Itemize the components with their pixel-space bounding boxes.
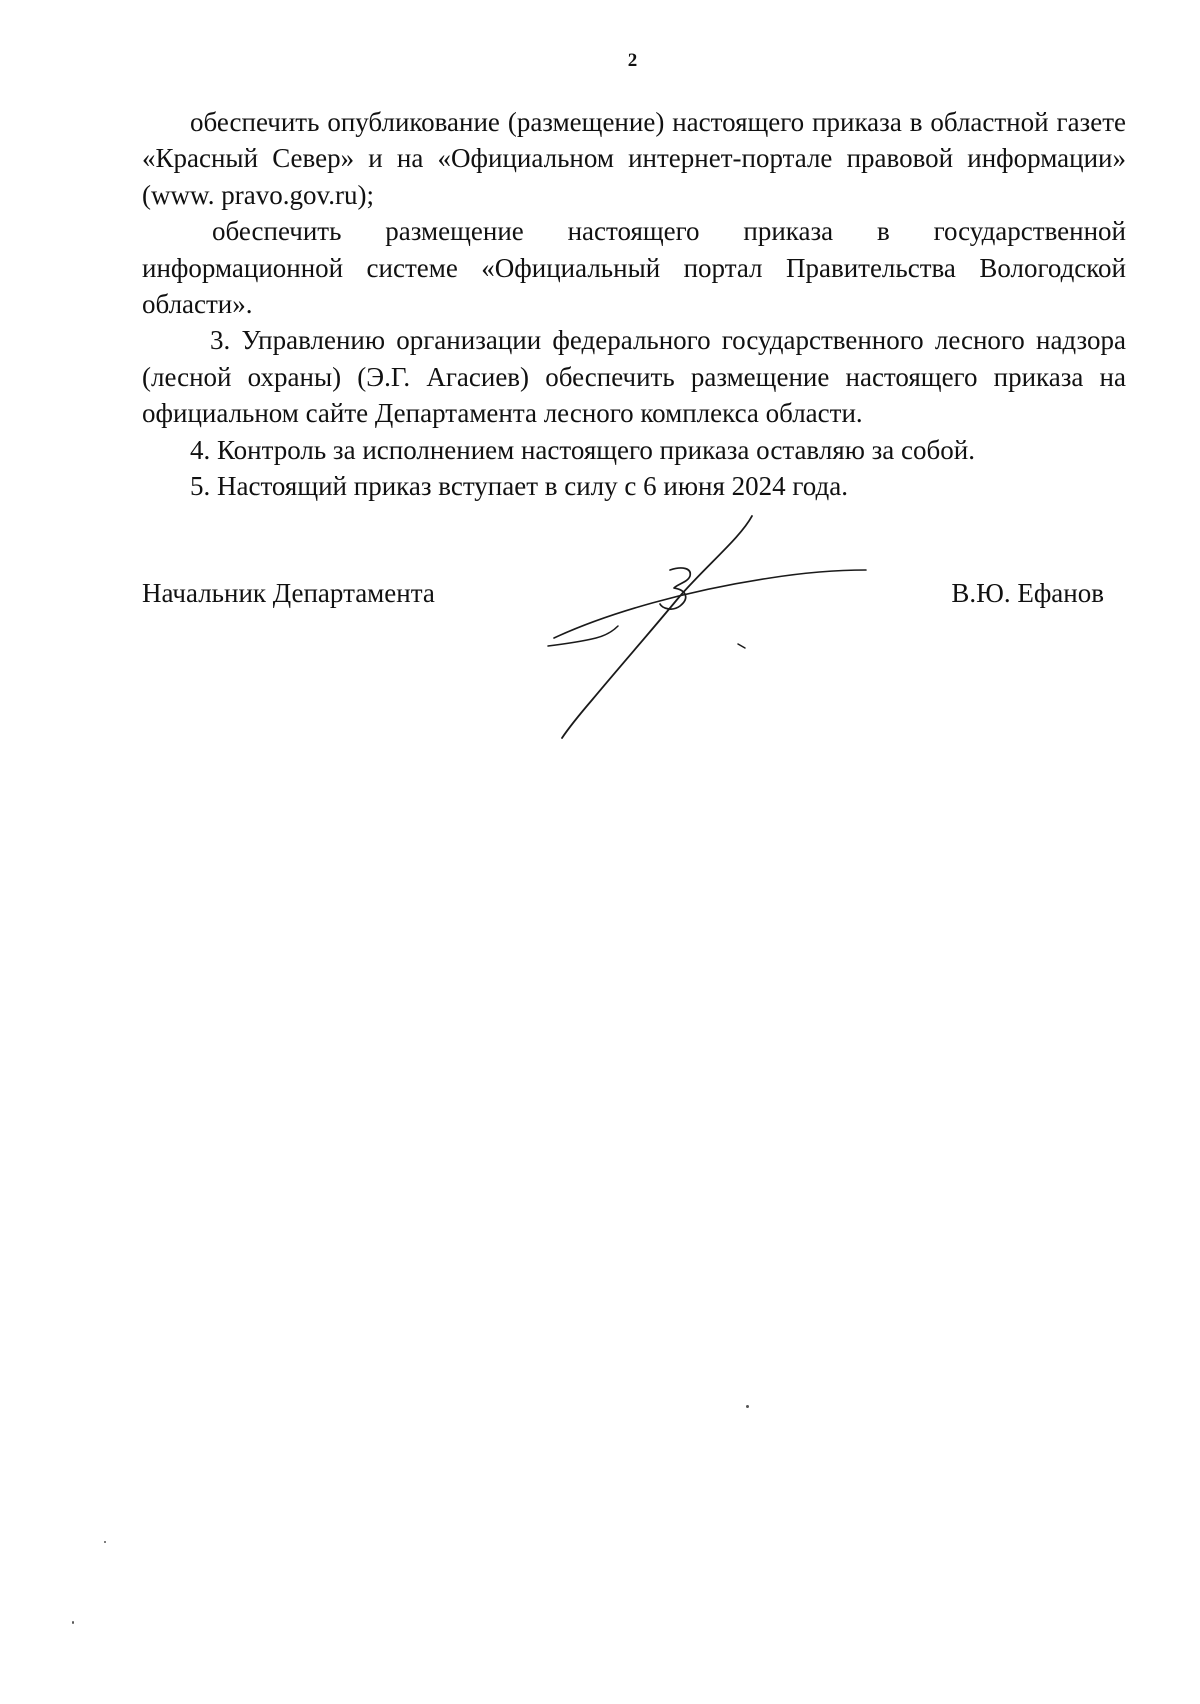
paragraph-item-3: 3. Управлению организации федерального государственного лесного надзора (лесной охраны) (Э.Г. Агасиев) обеспечить размещение настоящего приказа на официальном сайте Департамента лесного комплекса области. xyxy=(142,325,1126,429)
signatory-position: Начальник Департамента xyxy=(142,578,435,608)
handwritten-signature xyxy=(540,512,870,742)
paragraph-publication: обеспечить опубликование (размещение) настоящего приказа в областной газете «Красный Север» и на «Официальном интернет-портале правовой информации» (www. pravo.gov.ru); xyxy=(142,107,1126,210)
scan-speck xyxy=(72,1621,74,1624)
paragraph-item-5: 5. Настоящий приказ вступает в силу с 6 июня 2024 года. xyxy=(190,471,848,502)
paragraph-portal-placement: обеспечить размещение настоящего приказа в государственной информационной системе «Официальный портал Правительства Вологодской области». xyxy=(142,216,1126,320)
paragraph-item-4: 4. Контроль за исполнением настоящего приказа оставляю за собой. xyxy=(190,434,975,465)
document-body xyxy=(142,104,1126,504)
scan-speck xyxy=(104,1541,106,1543)
page-number: 2 xyxy=(627,50,638,71)
signatory-name: В.Ю. Ефанов xyxy=(951,578,1104,608)
scan-speck xyxy=(746,1405,749,1408)
